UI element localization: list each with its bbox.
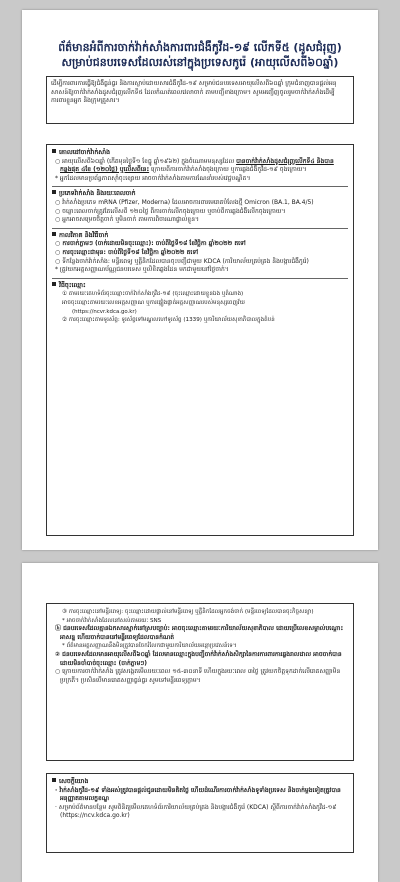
section-vaccine-type bbox=[52, 190, 348, 224]
section-heading: កាលវិភាគ និងវិធីចាក់ bbox=[59, 231, 109, 239]
square-bullet-icon bbox=[52, 190, 56, 194]
section-schedule bbox=[52, 232, 348, 275]
list-item: ① តាមរយៈគេហទំព័រចុះឈ្មោះចាក់វ៉ាក់សាំងកូវីដ-១៩ (ចុះឈ្មោះដោយខ្លួនឯង ឬតំណាង) bbox=[62, 291, 244, 298]
registration-link[interactable]: (https://ncvr.kdca.go.kr) bbox=[72, 308, 137, 315]
document-page-2 bbox=[22, 563, 378, 882]
list-item: ② ជនបរទេសដែលមានអាយុលើសពី៦០ឆ្នាំ ដែលមានឈ្មោះក្នុងបញ្ជីចាក់វ៉ាក់សាំងសិក្សានៃការការពារការឆ្លងរាលដាល អាចចាក់បានដោយមិនចាំបាច់ចុះឈ្មោះ (ចាក់ភ្លាមៗ) bbox=[55, 650, 342, 667]
divider bbox=[52, 186, 348, 187]
reference-box bbox=[46, 773, 354, 853]
info-box-continued bbox=[46, 603, 354, 761]
note-line: * អ្នកដែលមានប្រព័ន្ធភាពស៊ាំចុះខ្សោយ អាចចាក់វ៉ាក់សាំងតាមការណែនាំរបស់វេជ្ជបណ្ឌិត។ bbox=[55, 174, 251, 182]
info-box bbox=[46, 144, 354, 536]
list-item: · វ៉ាក់សាំងកូវីដ-១៩ ទាំងអស់ត្រូវបានផ្តល់ជូនដោយមិនគិតថ្លៃ ហើយដំណើរការចាក់វ៉ាក់សាំងទូទាំងប្រទេស និងចាក់ម្តងទៀតត្រូវបានអនុញ្ញាតតាមលក្ខខណ្ឌ bbox=[55, 786, 341, 803]
list-item: ③ ការចុះឈ្មោះនៅមន្ទីរពេទ្យ: ចុះឈ្មោះដោយផ្ទាល់នៅមន្ទីរពេទ្យ ឬគ្លីនិកដែលអ្នកចង់ចាក់ (មន្ទីរពេទ្យដែលបានចុះកិច្ចសន្យា) bbox=[62, 609, 314, 615]
section-registration bbox=[52, 282, 348, 325]
list-item: ○ ការចាក់ភ្លាមៗ (ចាក់ដោយមិនចុះឈ្មោះ): ចាប់ពីថ្ងៃទី១៨ ខែវិច្ឆិកា ឆ្នាំ២០២២ តទៅ bbox=[55, 240, 246, 248]
section-heading: គោលដៅចាក់វ៉ាក់សាំង bbox=[59, 149, 111, 156]
note-line: * ព័ត៌មានអត្តសញ្ញាណនឹងមិនត្រូវបានចែករំលែកជាមួយការិយាល័យអន្តោប្រវេសន៍ទេ។ bbox=[62, 643, 237, 650]
note-line: * អាចចាក់វ៉ាក់សាំងដែលនៅសល់តាមរយៈ SNS bbox=[62, 617, 162, 624]
list-item: ○ អ្នកអាចសម្រេចចិត្តចាក់ ឬមិនចាក់ តាមការពិចារណាផ្ទាល់ខ្លួន។ bbox=[55, 216, 199, 224]
section-target: គោលដៅចាក់វ៉ាក់សាំង ○ អាយុលើសពី៦០ឆ្នាំ (កើតមុនថ្ងៃទី១ ខែធ្នូ ឆ្នាំ១៩៦២) ក្នុងចំណោមមនុស្សដែល បានចាក់វ៉ាក់សាំងដូសជំរុញលើកទី៤ និងបានកន្លងផុត ៤ខែ (១២០ថ្ងៃ) ឬលើសពីនេះ ក្រោយពីការចាក់វ៉ាក់សាំងចុងក្រោយ ឬការឆ្លងជំងឺកូវីដ-១៩ ចុងក្រោយ។ * អ្នកដែលមានប្រព័ន្ធភាពស៊ាំចុះខ្សោយ អាចចាក់វ៉ាក់សាំងតាមការណែនាំរបស់វេជ្ជបណ្ឌិត។ bbox=[52, 149, 348, 183]
list-item: ○ ចន្លោះពេលចាក់ត្រូវតែលើសពី ១២០ថ្ងៃ ពីការចាក់លើកចុងក្រោយ ឬចាប់ពីការឆ្លងជំងឺលើកចុងក្រោយ។ bbox=[55, 207, 286, 215]
list-item: ② ការចុះឈ្មោះតាមទូរស័ព្ទ: ទូរស័ព្ទទៅមណ្ឌលហៅទូរស័ព្ទ (1339) ឬការិយាល័យសុខាភិបាលក្នុងតំបន់ bbox=[62, 317, 275, 324]
page-title bbox=[46, 40, 354, 70]
list-item: ○ ក្រោយការចាក់វ៉ាក់សាំង ត្រូវសង្កេតមើលរយៈពេល ១៥-៣០នាទី ហើយក្នុងរយៈពេល ៣ថ្ងៃ ត្រូវយកចិត្តទុកដាក់លើរោគសញ្ញាមិនប្រក្រតី។ ប្រសិនបើមានរោគសញ្ញាធ្ងន់ធ្ងរ សូមទៅមន្ទីរពេទ្យភ្លាម។ bbox=[55, 668, 341, 684]
list-item: ○ ទីកន្លែងចាក់វ៉ាក់សាំង: មន្ទីរពេទ្យ ឬគ្លីនិកដែលបានចុះបញ្ជីជាមួយ KDCA (ការិយាល័យគ្រប់គ្រង និងបង្ការជំងឺកូរ៉េ) bbox=[55, 257, 309, 265]
list-item: អាចចុះឈ្មោះតាមរយៈលេខអត្តសញ្ញាណ ឬការផ្ទៀងផ្ទាត់អត្តសញ្ញាណរបស់មនុស្សពេញវ័យ bbox=[62, 299, 245, 306]
square-bullet-icon bbox=[52, 282, 56, 286]
section-heading: វិធីចុះឈ្មោះ bbox=[59, 281, 86, 289]
section-heading: ប្រភេទវ៉ាក់សាំង និងរយៈពេលចាក់ bbox=[59, 190, 136, 198]
square-bullet-icon bbox=[52, 232, 56, 236]
note-line: * ត្រូវយកអត្តសញ្ញាណប័ណ្ណជនបរទេស ឬលិខិតឆ្លងដែន មកជាមួយនៅថ្ងៃចាក់។ bbox=[55, 266, 229, 274]
square-bullet-icon bbox=[52, 778, 56, 782]
list-item: ⓑ ជនបរទេសដែលគ្មានឯកសារស្នាក់នៅស្របច្បាប់: អាចចុះឈ្មោះតាមរយៈការិយាល័យសុខាភិបាល ដោយប្រើលេខសម្គាល់បណ្តោះអាសន្ន ហើយចាក់បាននៅមន្ទីរពេទ្យដែលបានកំណត់ bbox=[55, 625, 344, 641]
section-heading: សេចក្តីយោង bbox=[59, 778, 89, 785]
divider bbox=[52, 278, 348, 279]
square-bullet-icon bbox=[52, 149, 56, 153]
divider bbox=[52, 228, 348, 229]
list-item: ○ វ៉ាក់សាំងប្រភេទ mRNA (Pfizer, Moderna) ដែលអាចការពារមេរោគបំលែងថ្មី Omicron (BA.1, BA.4/5) bbox=[55, 198, 314, 206]
intro-paragraph: ដើម្បីការពារការធ្វើឱ្យជំងឺធ្ងន់ធ្ងរ និងការស្លាប់ដោយសារជំងឺកូវីដ-១៩ សម្រាប់ជនបរទេសអាយុលើសពី៦០ឆ្នាំ ក្រុមជំនាញបានផ្តល់អនុសាសន៍ឱ្យចាក់វ៉ាក់សាំងដូសជំរុញលើកទី៥ ដែលកំណត់ពេលវេលាចាក់ តាមបញ្ជីខាងក្រោម។ សូមអញ្ជើញចូលរួមចាក់វ៉ាក់សាំងដើម្បីការពារខ្លួនអ្នក និងក្រុមគ្រួសារ។ bbox=[46, 76, 354, 124]
document-page-1 bbox=[22, 10, 378, 550]
list-item: · សម្រាប់ព័ត៌មានបន្ថែម សូមពិនិត្យមើលគេហទំព័រការិយាល័យគ្រប់គ្រង និងបង្ការជំងឺកូរ៉េ (KDCA) ស្តីពីការចាក់វ៉ាក់សាំងកូវីដ-១៩ (https://ncv.kdca.go.kr) bbox=[55, 803, 337, 820]
title-line-1: ព័ត៌មានអំពីការចាក់វ៉ាក់សាំងការពារជំងឺកូវីដ-១៩ លើកទី៥ (ដូសជំរុញ) bbox=[58, 41, 342, 54]
title-line-2: សម្រាប់ជនបរទេសដែលរស់នៅក្នុងប្រទេសកូរ៉េ (អាយុលើសពី៦០ឆ្នាំ) bbox=[61, 56, 339, 69]
list-item: ○ ការចុះឈ្មោះជាមុន: ចាប់ពីថ្ងៃទី១៨ ខែវិច្ឆិកា ឆ្នាំ២០២២ តទៅ bbox=[55, 248, 199, 256]
